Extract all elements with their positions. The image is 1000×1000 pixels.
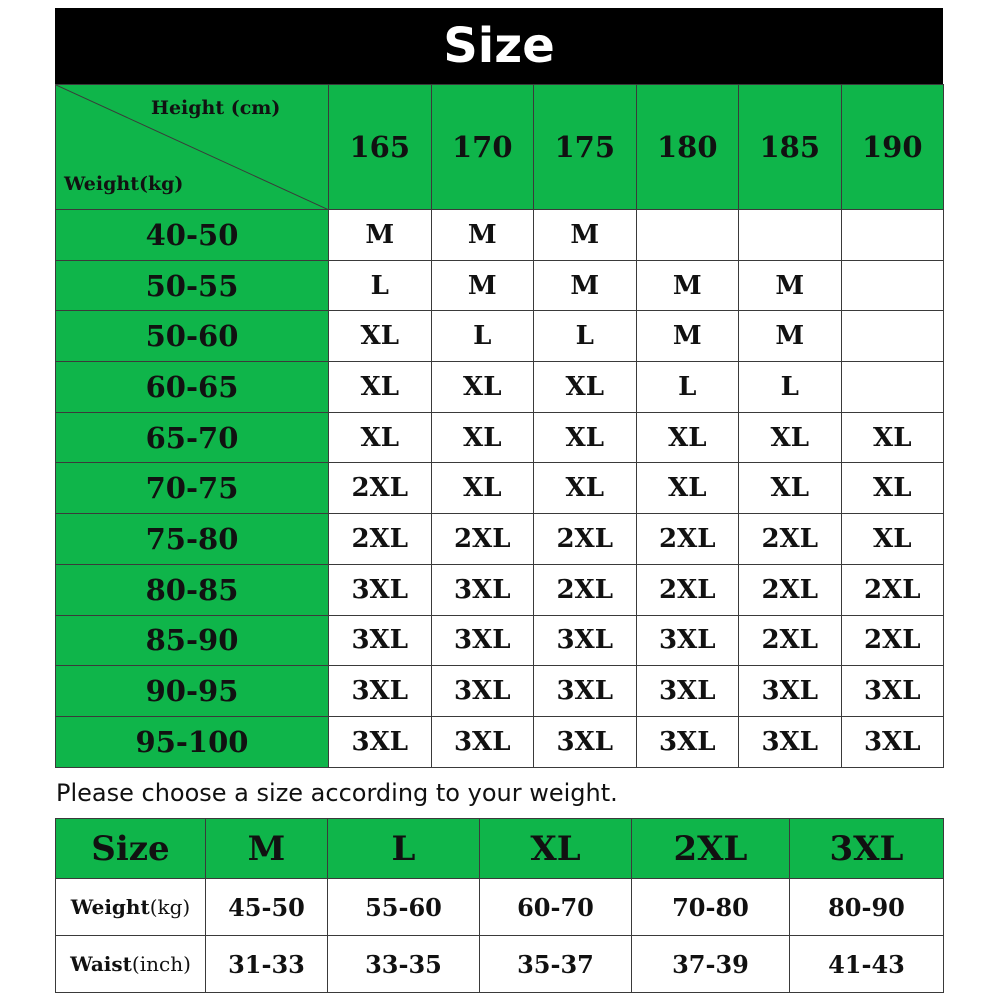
size-cell: 3XL <box>431 666 534 717</box>
table-row <box>56 615 944 666</box>
waist-unit-text: (inch) <box>131 952 191 976</box>
table-row <box>56 210 944 261</box>
waist-value: 37-39 <box>632 936 790 993</box>
size-label: 2XL <box>632 819 790 879</box>
table-row <box>56 463 944 514</box>
waist-value: 31-33 <box>206 936 328 993</box>
weight-range-cell: 65-70 <box>56 412 329 463</box>
size-cell: 2XL <box>841 564 944 615</box>
weight-value: 55-60 <box>328 879 480 936</box>
waist-row <box>56 936 944 993</box>
size-cell: 2XL <box>636 514 739 565</box>
size-cell: 2XL <box>841 615 944 666</box>
size-cell: XL <box>431 463 534 514</box>
table-row <box>56 716 944 767</box>
size-cell: XL <box>534 463 637 514</box>
weight-range-cell: 50-55 <box>56 260 329 311</box>
size-cell: 2XL <box>739 615 842 666</box>
size-cell: M <box>739 260 842 311</box>
waist-label-text: Waist <box>70 952 132 976</box>
size-cell: 2XL <box>739 564 842 615</box>
size-cell: 3XL <box>739 716 842 767</box>
weight-range-cell: 40-50 <box>56 210 329 261</box>
weight-range-cell: 60-65 <box>56 362 329 413</box>
waist-value: 41-43 <box>790 936 944 993</box>
size-note: Please choose a size according to your weight. <box>56 779 618 807</box>
size-cell: 3XL <box>329 615 432 666</box>
weight-axis-label: Weight(kg) <box>64 173 184 195</box>
size-cell: M <box>431 260 534 311</box>
weight-range-cell: 95-100 <box>56 716 329 767</box>
size-cell: L <box>636 362 739 413</box>
size-cell: L <box>329 260 432 311</box>
size-chart-table <box>55 84 944 768</box>
height-header: 190 <box>841 85 944 210</box>
size-cell: 3XL <box>636 615 739 666</box>
size-cell: M <box>329 210 432 261</box>
size-cell: M <box>636 260 739 311</box>
size-cell: XL <box>739 463 842 514</box>
size-cell: 3XL <box>431 716 534 767</box>
size-cell: 3XL <box>534 666 637 717</box>
size-cell: XL <box>329 362 432 413</box>
size-cell: XL <box>534 362 637 413</box>
size-cell: 3XL <box>841 716 944 767</box>
height-header: 180 <box>636 85 739 210</box>
size-cell: XL <box>739 412 842 463</box>
table-row <box>56 564 944 615</box>
page-title: Size <box>55 8 943 84</box>
size-cell: M <box>534 210 637 261</box>
size-cell: M <box>739 311 842 362</box>
size-cell: 3XL <box>329 716 432 767</box>
size-cell: M <box>431 210 534 261</box>
size-cell: 2XL <box>329 463 432 514</box>
size-cell: 3XL <box>739 666 842 717</box>
weight-value: 45-50 <box>206 879 328 936</box>
height-header: 175 <box>534 85 637 210</box>
weight-value: 80-90 <box>790 879 944 936</box>
size-cell: 3XL <box>431 615 534 666</box>
height-header: 170 <box>431 85 534 210</box>
size-cell: 2XL <box>739 514 842 565</box>
waist-value: 35-37 <box>480 936 632 993</box>
size-cell: XL <box>841 514 944 565</box>
size-cell: 2XL <box>329 514 432 565</box>
weight-range-cell: 85-90 <box>56 615 329 666</box>
height-header: 165 <box>329 85 432 210</box>
size-cell: XL <box>841 412 944 463</box>
weight-label-text: Weight <box>70 895 150 919</box>
table-row <box>56 362 944 413</box>
table-row <box>56 260 944 311</box>
size-cell: 3XL <box>431 564 534 615</box>
size-cell: L <box>534 311 637 362</box>
size-cell: XL <box>329 412 432 463</box>
size-cell <box>841 210 944 261</box>
size-cell: 3XL <box>534 716 637 767</box>
size-label: L <box>328 819 480 879</box>
size-cell: XL <box>431 362 534 413</box>
size-label: XL <box>480 819 632 879</box>
size-cell: 3XL <box>636 666 739 717</box>
weight-range-cell: 70-75 <box>56 463 329 514</box>
table-row <box>56 666 944 717</box>
size-header-row <box>56 819 944 879</box>
weight-range-cell: 80-85 <box>56 564 329 615</box>
size-cell <box>841 260 944 311</box>
table-row <box>56 311 944 362</box>
size-cell: 2XL <box>534 564 637 615</box>
weight-unit-text: (kg) <box>149 895 191 919</box>
weight-row <box>56 879 944 936</box>
size-cell: M <box>534 260 637 311</box>
weight-value: 60-70 <box>480 879 632 936</box>
corner-header-cell <box>56 85 329 210</box>
weight-range-cell: 50-60 <box>56 311 329 362</box>
size-label: M <box>206 819 328 879</box>
size-cell: L <box>431 311 534 362</box>
size-cell: 2XL <box>636 564 739 615</box>
weight-value: 70-80 <box>632 879 790 936</box>
weight-row-label <box>56 879 206 936</box>
table-row <box>56 412 944 463</box>
weight-range-cell: 90-95 <box>56 666 329 717</box>
size-cell: XL <box>534 412 637 463</box>
height-header: 185 <box>739 85 842 210</box>
size-label: 3XL <box>790 819 944 879</box>
size-cell <box>841 311 944 362</box>
size-cell: L <box>739 362 842 413</box>
size-measurement-table <box>55 818 944 993</box>
size-cell: 3XL <box>534 615 637 666</box>
size-cell: 2XL <box>534 514 637 565</box>
height-axis-label: Height (cm) <box>151 97 281 119</box>
size-cell: XL <box>636 412 739 463</box>
size-cell: 3XL <box>329 564 432 615</box>
size-cell: 3XL <box>841 666 944 717</box>
size-cell <box>739 210 842 261</box>
size-cell: XL <box>431 412 534 463</box>
size-cell <box>636 210 739 261</box>
weight-range-cell: 75-80 <box>56 514 329 565</box>
size-cell: 2XL <box>431 514 534 565</box>
height-header-row <box>56 85 944 210</box>
waist-value: 33-35 <box>328 936 480 993</box>
size-header-label: Size <box>56 819 206 879</box>
size-cell: XL <box>841 463 944 514</box>
size-cell: XL <box>636 463 739 514</box>
size-cell <box>841 362 944 413</box>
size-cell: XL <box>329 311 432 362</box>
waist-row-label <box>56 936 206 993</box>
size-cell: 3XL <box>636 716 739 767</box>
table-row <box>56 514 944 565</box>
size-cell: M <box>636 311 739 362</box>
size-cell: 3XL <box>329 666 432 717</box>
